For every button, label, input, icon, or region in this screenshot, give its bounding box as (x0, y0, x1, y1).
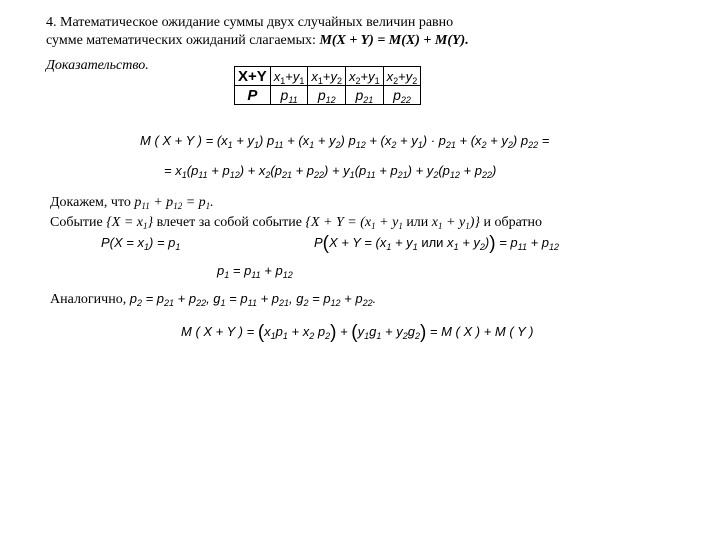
similarly-formula: $p_2 = p_{21} + p_{22}$, $g_1 = p_{11} + p_{21}$, $g_2 = p_{12} + p_{22}$. (129, 291, 377, 308)
table-cell-p11: $p_{11}$ (270, 86, 308, 105)
distribution-table (234, 66, 421, 105)
theorem-line-2-text: сумме математических ожиданий слагаемых: (46, 33, 320, 48)
table-cell-x1-y1: $x_1+y_1$ (270, 67, 308, 86)
prob-sum-event: $P(X + Y = (x_1 + y_1$ или $x_1 + y_2)) = p_{11} + p_{12}$ (314, 233, 560, 254)
prove-line (50, 194, 214, 212)
event-text-end: и обратно (479, 215, 543, 230)
equation-expansion-2: = $x_1(p_{11} + p_{12}) + x_2(p_{21} + p_{22}) + y_1(p_{11} + p_{21}) + y_2(p_{12} + p_{22})$ (164, 163, 497, 180)
equation-expansion-1: M ( X + Y ) = $(x_1 + y_1) p_{11} + (x_1 + y_2) p_{12} + (x_2 + y_1) \cdot p_{21} + (x_2 + y_2) p_{22}$ = (140, 133, 550, 150)
prove-formula: $p_{11} + p_{12} = p_1$. (134, 195, 214, 211)
final-equation: M ( X + Y ) = ($x_1p_1 + x_2$ $p_2) + (y_1g_1 + y_2g_2) = M$ ( X ) + M ( Y ) (181, 322, 534, 343)
table-header-p: P (235, 86, 271, 105)
table-row-probabilities (235, 86, 421, 105)
table-cell-x2-y1: $x_2+y_1$ (346, 67, 384, 86)
p1-equation: $p_1 = p_{11} + p_{12}$ (217, 263, 293, 280)
table-cell-x1-y2: $x_1+y_2$ (308, 67, 346, 86)
theorem-formula: M(X + Y) = M(X) + M(Y). (319, 33, 469, 48)
table-cell-p22: $p_{22}$ (383, 86, 421, 105)
table-cell-p12: $p_{12}$ (308, 86, 346, 105)
theorem-line-1: 4. Математическое ожидание суммы двух случайных величин равно (46, 15, 454, 30)
table-cell-x2-y2: $x_2+y_2$ (383, 67, 421, 86)
event-line (50, 214, 542, 232)
event-formula-1: $\{X = x_1\}$ (106, 215, 154, 231)
event-text-mid: влечет за собой событие (153, 215, 306, 230)
proof-label: Доказательство. (46, 58, 149, 73)
event-formula-2: {$X + Y = (x_1 + y_1$ или $x_1 + y_1$)} (305, 215, 480, 231)
similarly-label: Аналогично, (50, 292, 127, 307)
event-text-start: Событие (50, 215, 107, 230)
prob-x-equals-x1: $P(X = x_1) = p_1$ (101, 235, 181, 252)
prove-text: Докажем, что (50, 195, 131, 210)
table-cell-p21: $p_{21}$ (346, 86, 384, 105)
table-header-x-plus-y: X+Y (235, 67, 271, 86)
similarly-line (50, 290, 376, 309)
table-row-sums (235, 67, 421, 86)
theorem-line-2 (46, 32, 469, 50)
